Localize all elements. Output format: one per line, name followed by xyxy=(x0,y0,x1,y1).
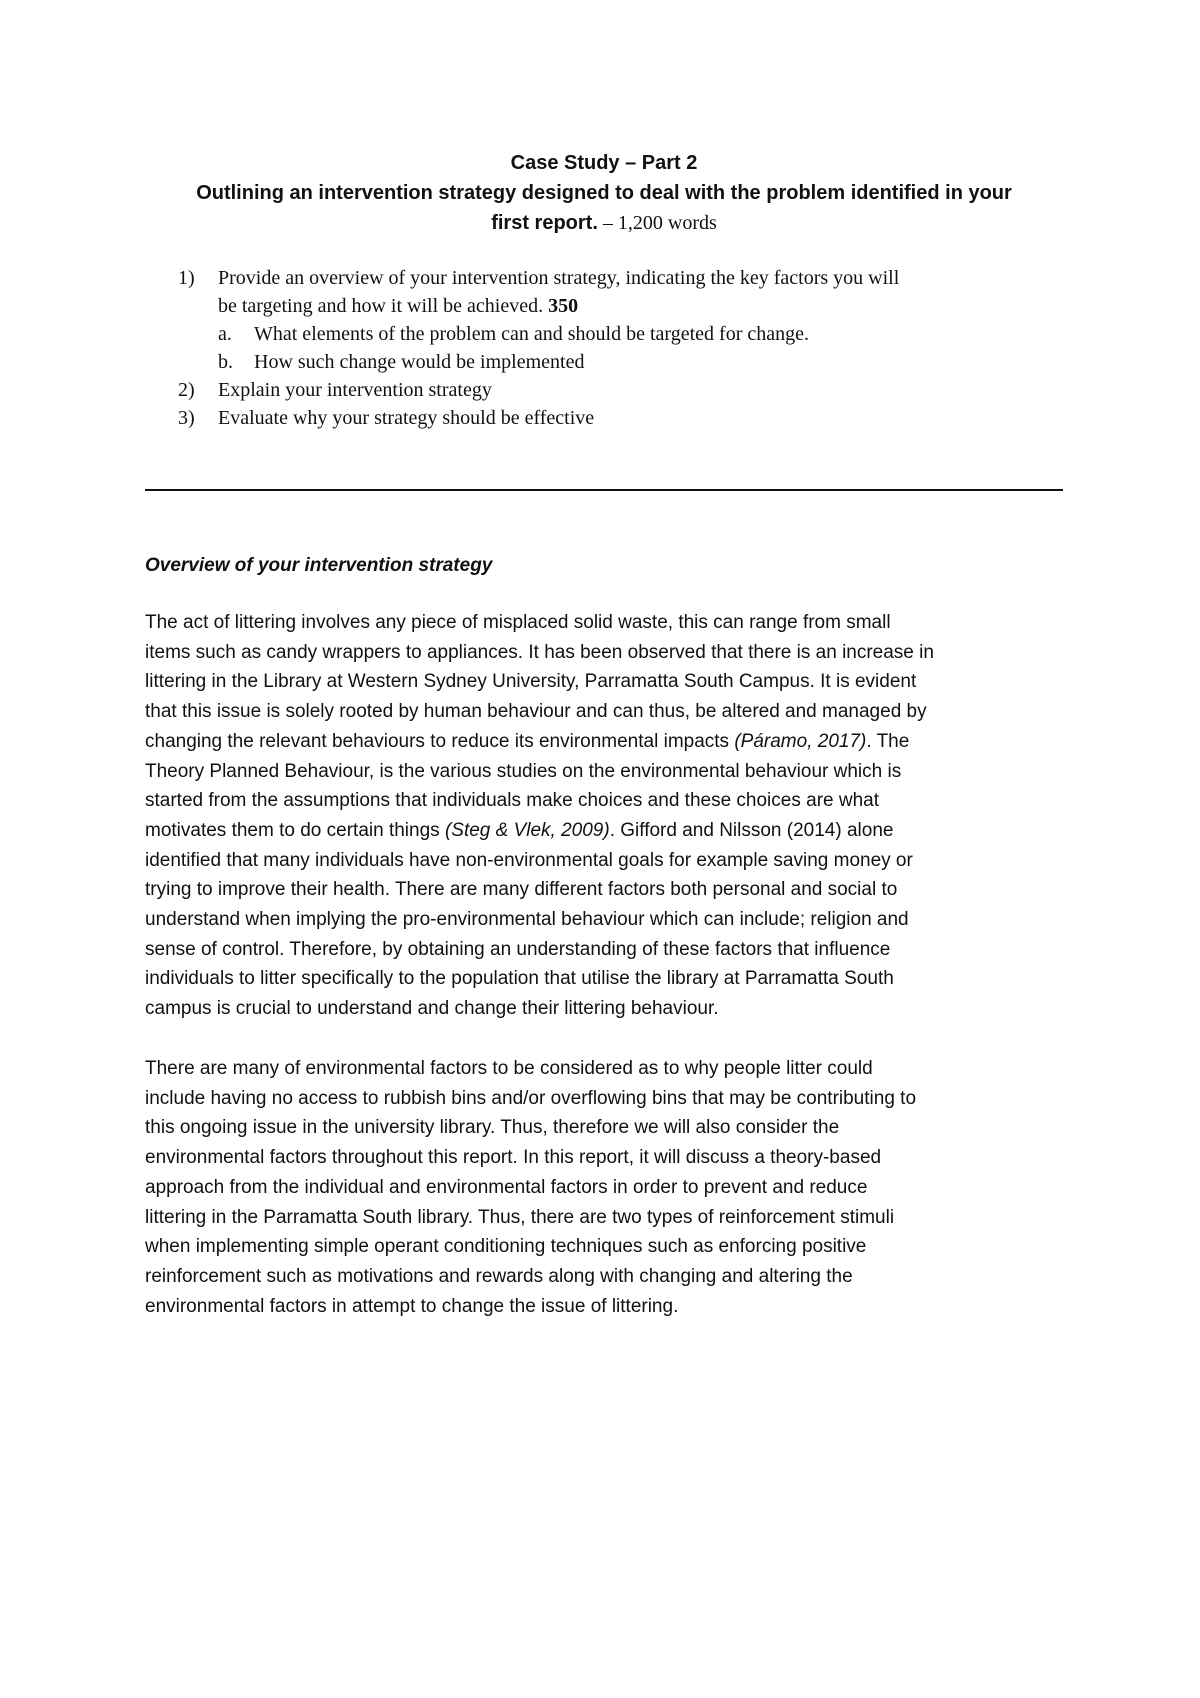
paragraph-line: when implementing simple operant conditioning techniques such as enforcing positive xyxy=(145,1236,867,1258)
document-subtitle-line-2 xyxy=(145,208,1063,238)
paragraph-line: sense of control. Therefore, by obtaining an understanding of these factors that influence xyxy=(145,938,891,960)
paragraph-line: reinforcement such as motivations and rewards along with changing and altering the xyxy=(145,1265,853,1287)
word-count: – 1,200 words xyxy=(597,212,717,234)
line-text: motivates them to do certain things xyxy=(145,819,445,841)
paragraph-line: environmental factors throughout this report. In this report, it will discuss a theory-based xyxy=(145,1147,882,1169)
paragraph-line: that this issue is solely rooted by human behaviour and can thus, be altered and managed by xyxy=(145,701,927,723)
line-text: . The xyxy=(866,730,910,752)
paragraph-line: trying to improve their health. There are many different factors both personal and social to xyxy=(145,879,898,901)
task-word-count: 350 xyxy=(548,295,579,317)
sub-task-item xyxy=(178,348,1068,376)
paragraph-line: individuals to litter specifically to the population that utilise the library at Parramatta South xyxy=(145,968,894,990)
task-list xyxy=(178,264,1068,432)
citation: (Páramo, 2017) xyxy=(734,730,867,752)
task-text: Explain your intervention strategy xyxy=(218,379,492,401)
task-text-line-2 xyxy=(218,292,1068,320)
paragraph-line: Theory Planned Behaviour, is the various studies on the environmental behaviour which is xyxy=(145,760,902,782)
horizontal-divider xyxy=(145,489,1063,491)
task-number: 1) xyxy=(178,267,195,289)
paragraph-line: littering in the Library at Western Sydney University, Parramatta South Campus. It is evident xyxy=(145,671,917,693)
sub-task-item xyxy=(178,320,1068,348)
task-number: 3) xyxy=(178,407,195,429)
task-text: Evaluate why your strategy should be effective xyxy=(218,407,595,429)
paragraph-line xyxy=(145,816,1065,846)
document-title: Case Study – Part 2 xyxy=(510,152,698,174)
line-text: changing the relevant behaviours to reduce its environmental impacts xyxy=(145,730,735,752)
paragraph-line: this ongoing issue in the university library. Thus, therefore we will also consider the xyxy=(145,1117,840,1139)
task-number: 2) xyxy=(178,379,195,401)
paragraph-line xyxy=(145,727,1065,757)
sub-task-text: What elements of the problem can and should be targeted for change. xyxy=(254,323,809,345)
subtitle-bold-part: first report. xyxy=(491,212,598,234)
paragraph-line: approach from the individual and environmental factors in order to prevent and reduce xyxy=(145,1176,868,1198)
document-subtitle-line-1: Outlining an intervention strategy designed to deal with the problem identified in your xyxy=(196,182,1012,204)
task-item xyxy=(178,264,1068,320)
sub-task-letter: b. xyxy=(218,351,233,373)
task-item xyxy=(178,404,1068,432)
paragraph-line: include having no access to rubbish bins and/or overflowing bins that may be contributing to xyxy=(145,1087,917,1109)
citation: (Steg & Vlek, 2009) xyxy=(444,819,610,841)
sub-task-text: How such change would be implemented xyxy=(254,351,585,373)
paragraph-line: environmental factors in attempt to change the issue of littering. xyxy=(145,1295,679,1317)
paragraph-line: understand when implying the pro-environmental behaviour which can include; religion and xyxy=(145,909,909,931)
section-heading: Overview of your intervention strategy xyxy=(145,555,493,576)
paragraph-line: identified that many individuals have non-environmental goals for example saving money or xyxy=(145,849,913,871)
task-item xyxy=(178,376,1068,404)
paragraph-line: started from the assumptions that individuals make choices and these choices are what xyxy=(145,790,879,812)
body-paragraph-2 xyxy=(145,1054,1065,1321)
paragraph-line: There are many of environmental factors to be considered as to why people litter could xyxy=(145,1058,873,1079)
body-paragraph-1 xyxy=(145,608,1065,1024)
paragraph-line: littering in the Parramatta South library. Thus, there are two types of reinforcement stimuli xyxy=(145,1206,895,1228)
paragraph-line: campus is crucial to understand and change their littering behaviour. xyxy=(145,998,719,1020)
paragraph-line: The act of littering involves any piece of misplaced solid waste, this can range from small xyxy=(145,612,891,633)
task-text-line-1: Provide an overview of your intervention strategy, indicating the key factors you will xyxy=(218,267,900,289)
paragraph-line: items such as candy wrappers to appliances. It has been observed that there is an increase in xyxy=(145,641,934,663)
line-text: . Gifford and Nilsson (2014) alone xyxy=(609,819,894,841)
task-text: be targeting and how it will be achieved. xyxy=(218,295,544,317)
title-block xyxy=(145,148,1063,238)
sub-task-letter: a. xyxy=(218,323,232,345)
